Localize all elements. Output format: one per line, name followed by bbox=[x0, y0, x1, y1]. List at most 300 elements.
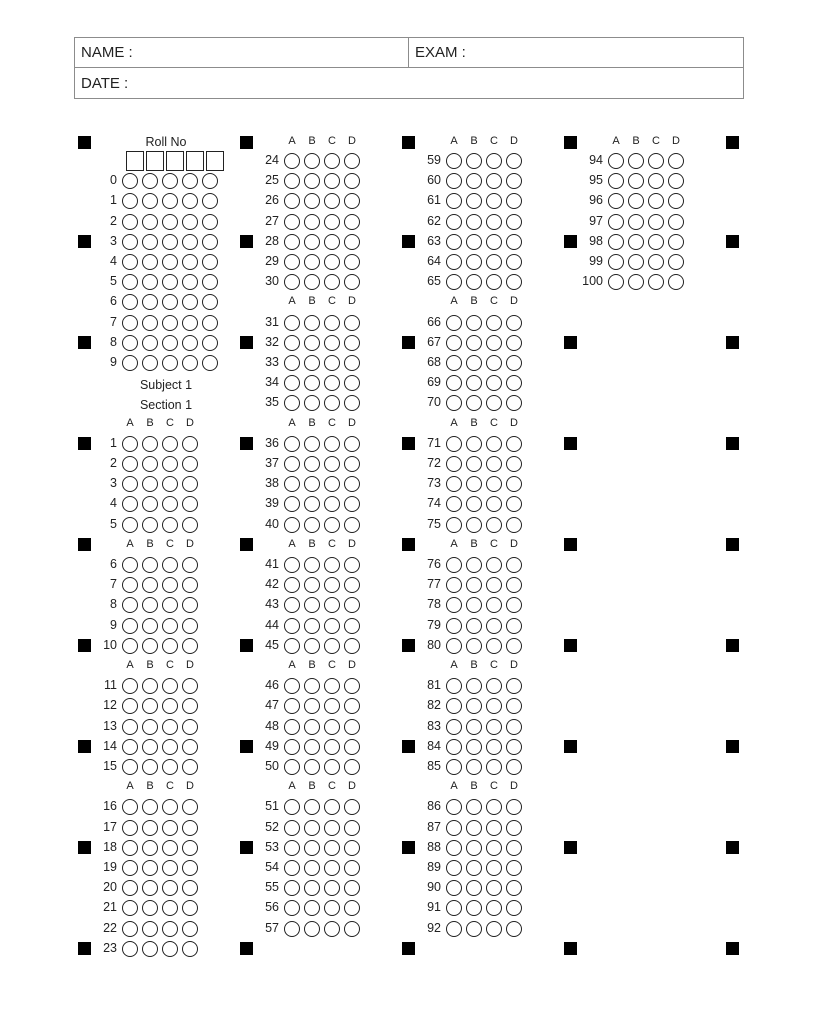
answer-bubble-a[interactable] bbox=[122, 840, 138, 856]
answer-bubble-a[interactable] bbox=[122, 860, 138, 876]
answer-bubble-b[interactable] bbox=[304, 618, 320, 634]
answer-bubble-d[interactable] bbox=[182, 577, 198, 593]
answer-bubble-b[interactable] bbox=[466, 698, 482, 714]
answer-bubble-d[interactable] bbox=[506, 436, 522, 452]
answer-bubble-c[interactable] bbox=[324, 840, 340, 856]
roll-no-bubble[interactable] bbox=[182, 214, 198, 230]
answer-bubble-b[interactable] bbox=[304, 395, 320, 411]
answer-bubble-d[interactable] bbox=[344, 921, 360, 937]
roll-no-bubble[interactable] bbox=[182, 173, 198, 189]
name-field[interactable] bbox=[74, 37, 409, 68]
answer-bubble-d[interactable] bbox=[506, 597, 522, 613]
roll-no-bubble[interactable] bbox=[142, 254, 158, 270]
answer-bubble-a[interactable] bbox=[284, 315, 300, 331]
answer-bubble-b[interactable] bbox=[304, 153, 320, 169]
answer-bubble-a[interactable] bbox=[446, 456, 462, 472]
roll-no-bubble[interactable] bbox=[122, 335, 138, 351]
answer-bubble-a[interactable] bbox=[122, 476, 138, 492]
answer-bubble-c[interactable] bbox=[162, 597, 178, 613]
answer-bubble-b[interactable] bbox=[304, 860, 320, 876]
roll-no-entry-box[interactable] bbox=[186, 151, 204, 171]
answer-bubble-d[interactable] bbox=[668, 254, 684, 270]
answer-bubble-b[interactable] bbox=[142, 820, 158, 836]
answer-bubble-d[interactable] bbox=[668, 274, 684, 290]
answer-bubble-a[interactable] bbox=[284, 799, 300, 815]
answer-bubble-d[interactable] bbox=[344, 254, 360, 270]
answer-bubble-c[interactable] bbox=[162, 496, 178, 512]
answer-bubble-c[interactable] bbox=[162, 577, 178, 593]
answer-bubble-a[interactable] bbox=[446, 678, 462, 694]
answer-bubble-c[interactable] bbox=[486, 274, 502, 290]
answer-bubble-d[interactable] bbox=[506, 496, 522, 512]
answer-bubble-c[interactable] bbox=[648, 214, 664, 230]
answer-bubble-d[interactable] bbox=[182, 557, 198, 573]
roll-no-entry-box[interactable] bbox=[206, 151, 224, 171]
answer-bubble-b[interactable] bbox=[142, 799, 158, 815]
answer-bubble-c[interactable] bbox=[324, 820, 340, 836]
answer-bubble-a[interactable] bbox=[284, 840, 300, 856]
answer-bubble-c[interactable] bbox=[648, 193, 664, 209]
answer-bubble-a[interactable] bbox=[446, 496, 462, 512]
answer-bubble-b[interactable] bbox=[466, 719, 482, 735]
answer-bubble-a[interactable] bbox=[446, 719, 462, 735]
answer-bubble-a[interactable] bbox=[446, 860, 462, 876]
answer-bubble-d[interactable] bbox=[344, 375, 360, 391]
answer-bubble-b[interactable] bbox=[466, 618, 482, 634]
answer-bubble-b[interactable] bbox=[466, 759, 482, 775]
answer-bubble-a[interactable] bbox=[284, 820, 300, 836]
answer-bubble-a[interactable] bbox=[122, 921, 138, 937]
answer-bubble-c[interactable] bbox=[324, 315, 340, 331]
answer-bubble-c[interactable] bbox=[486, 375, 502, 391]
answer-bubble-b[interactable] bbox=[142, 698, 158, 714]
answer-bubble-b[interactable] bbox=[466, 678, 482, 694]
answer-bubble-c[interactable] bbox=[486, 496, 502, 512]
answer-bubble-c[interactable] bbox=[486, 597, 502, 613]
answer-bubble-d[interactable] bbox=[506, 739, 522, 755]
roll-no-bubble[interactable] bbox=[162, 294, 178, 310]
answer-bubble-d[interactable] bbox=[182, 941, 198, 957]
answer-bubble-c[interactable] bbox=[162, 799, 178, 815]
answer-bubble-d[interactable] bbox=[344, 618, 360, 634]
answer-bubble-a[interactable] bbox=[284, 921, 300, 937]
answer-bubble-d[interactable] bbox=[506, 638, 522, 654]
answer-bubble-b[interactable] bbox=[466, 557, 482, 573]
roll-no-bubble[interactable] bbox=[202, 335, 218, 351]
roll-no-bubble[interactable] bbox=[182, 274, 198, 290]
answer-bubble-d[interactable] bbox=[506, 234, 522, 250]
answer-bubble-a[interactable] bbox=[446, 698, 462, 714]
answer-bubble-d[interactable] bbox=[182, 759, 198, 775]
answer-bubble-a[interactable] bbox=[446, 921, 462, 937]
answer-bubble-c[interactable] bbox=[162, 719, 178, 735]
answer-bubble-d[interactable] bbox=[344, 193, 360, 209]
answer-bubble-c[interactable] bbox=[324, 921, 340, 937]
answer-bubble-d[interactable] bbox=[344, 759, 360, 775]
answer-bubble-a[interactable] bbox=[284, 496, 300, 512]
answer-bubble-a[interactable] bbox=[284, 739, 300, 755]
answer-bubble-b[interactable] bbox=[304, 355, 320, 371]
answer-bubble-a[interactable] bbox=[284, 719, 300, 735]
answer-bubble-d[interactable] bbox=[668, 173, 684, 189]
answer-bubble-a[interactable] bbox=[446, 173, 462, 189]
answer-bubble-b[interactable] bbox=[142, 436, 158, 452]
answer-bubble-d[interactable] bbox=[344, 638, 360, 654]
answer-bubble-c[interactable] bbox=[324, 799, 340, 815]
answer-bubble-a[interactable] bbox=[284, 436, 300, 452]
answer-bubble-b[interactable] bbox=[466, 880, 482, 896]
answer-bubble-d[interactable] bbox=[182, 496, 198, 512]
answer-bubble-d[interactable] bbox=[182, 719, 198, 735]
answer-bubble-a[interactable] bbox=[122, 880, 138, 896]
answer-bubble-d[interactable] bbox=[344, 900, 360, 916]
answer-bubble-c[interactable] bbox=[162, 921, 178, 937]
answer-bubble-d[interactable] bbox=[506, 921, 522, 937]
answer-bubble-c[interactable] bbox=[324, 759, 340, 775]
answer-bubble-d[interactable] bbox=[506, 173, 522, 189]
answer-bubble-c[interactable] bbox=[324, 274, 340, 290]
answer-bubble-b[interactable] bbox=[304, 274, 320, 290]
answer-bubble-b[interactable] bbox=[466, 577, 482, 593]
answer-bubble-d[interactable] bbox=[182, 921, 198, 937]
answer-bubble-a[interactable] bbox=[284, 698, 300, 714]
answer-bubble-c[interactable] bbox=[486, 436, 502, 452]
answer-bubble-c[interactable] bbox=[324, 436, 340, 452]
answer-bubble-d[interactable] bbox=[668, 214, 684, 230]
roll-no-entry-box[interactable] bbox=[166, 151, 184, 171]
answer-bubble-c[interactable] bbox=[162, 941, 178, 957]
answer-bubble-a[interactable] bbox=[446, 476, 462, 492]
answer-bubble-a[interactable] bbox=[446, 618, 462, 634]
answer-bubble-c[interactable] bbox=[486, 698, 502, 714]
answer-bubble-a[interactable] bbox=[608, 173, 624, 189]
answer-bubble-c[interactable] bbox=[162, 476, 178, 492]
answer-bubble-a[interactable] bbox=[284, 678, 300, 694]
answer-bubble-b[interactable] bbox=[304, 557, 320, 573]
answer-bubble-b[interactable] bbox=[466, 517, 482, 533]
answer-bubble-a[interactable] bbox=[284, 900, 300, 916]
answer-bubble-b[interactable] bbox=[304, 678, 320, 694]
answer-bubble-a[interactable] bbox=[284, 335, 300, 351]
answer-bubble-c[interactable] bbox=[648, 153, 664, 169]
exam-field[interactable] bbox=[408, 37, 744, 68]
answer-bubble-a[interactable] bbox=[122, 799, 138, 815]
answer-bubble-c[interactable] bbox=[648, 274, 664, 290]
answer-bubble-c[interactable] bbox=[648, 173, 664, 189]
answer-bubble-b[interactable] bbox=[466, 234, 482, 250]
answer-bubble-c[interactable] bbox=[324, 638, 340, 654]
answer-bubble-a[interactable] bbox=[284, 153, 300, 169]
answer-bubble-c[interactable] bbox=[324, 880, 340, 896]
answer-bubble-b[interactable] bbox=[628, 254, 644, 270]
answer-bubble-a[interactable] bbox=[284, 375, 300, 391]
answer-bubble-b[interactable] bbox=[628, 193, 644, 209]
answer-bubble-d[interactable] bbox=[506, 820, 522, 836]
answer-bubble-d[interactable] bbox=[182, 698, 198, 714]
answer-bubble-d[interactable] bbox=[182, 618, 198, 634]
roll-no-bubble[interactable] bbox=[202, 173, 218, 189]
answer-bubble-d[interactable] bbox=[344, 456, 360, 472]
answer-bubble-b[interactable] bbox=[466, 193, 482, 209]
answer-bubble-a[interactable] bbox=[284, 193, 300, 209]
answer-bubble-d[interactable] bbox=[344, 496, 360, 512]
answer-bubble-d[interactable] bbox=[182, 678, 198, 694]
answer-bubble-b[interactable] bbox=[142, 557, 158, 573]
answer-bubble-a[interactable] bbox=[446, 739, 462, 755]
answer-bubble-d[interactable] bbox=[344, 214, 360, 230]
roll-no-bubble[interactable] bbox=[122, 254, 138, 270]
answer-bubble-a[interactable] bbox=[122, 557, 138, 573]
answer-bubble-b[interactable] bbox=[304, 921, 320, 937]
answer-bubble-c[interactable] bbox=[324, 496, 340, 512]
answer-bubble-c[interactable] bbox=[162, 880, 178, 896]
answer-bubble-d[interactable] bbox=[344, 880, 360, 896]
answer-bubble-d[interactable] bbox=[344, 860, 360, 876]
answer-bubble-d[interactable] bbox=[344, 577, 360, 593]
answer-bubble-d[interactable] bbox=[344, 698, 360, 714]
roll-no-bubble[interactable] bbox=[202, 355, 218, 371]
answer-bubble-d[interactable] bbox=[506, 880, 522, 896]
answer-bubble-d[interactable] bbox=[506, 315, 522, 331]
answer-bubble-b[interactable] bbox=[304, 254, 320, 270]
answer-bubble-b[interactable] bbox=[466, 456, 482, 472]
answer-bubble-c[interactable] bbox=[486, 759, 502, 775]
answer-bubble-d[interactable] bbox=[182, 739, 198, 755]
roll-no-bubble[interactable] bbox=[182, 254, 198, 270]
answer-bubble-a[interactable] bbox=[122, 577, 138, 593]
answer-bubble-a[interactable] bbox=[608, 274, 624, 290]
answer-bubble-d[interactable] bbox=[506, 375, 522, 391]
answer-bubble-a[interactable] bbox=[284, 355, 300, 371]
answer-bubble-d[interactable] bbox=[506, 678, 522, 694]
answer-bubble-a[interactable] bbox=[284, 274, 300, 290]
answer-bubble-d[interactable] bbox=[344, 476, 360, 492]
answer-bubble-c[interactable] bbox=[486, 173, 502, 189]
answer-bubble-b[interactable] bbox=[142, 456, 158, 472]
answer-bubble-c[interactable] bbox=[324, 375, 340, 391]
answer-bubble-c[interactable] bbox=[486, 456, 502, 472]
answer-bubble-d[interactable] bbox=[344, 335, 360, 351]
roll-no-entry-box[interactable] bbox=[146, 151, 164, 171]
answer-bubble-b[interactable] bbox=[466, 214, 482, 230]
answer-bubble-b[interactable] bbox=[304, 698, 320, 714]
answer-bubble-a[interactable] bbox=[284, 214, 300, 230]
roll-no-bubble[interactable] bbox=[182, 193, 198, 209]
answer-bubble-a[interactable] bbox=[284, 456, 300, 472]
answer-bubble-d[interactable] bbox=[668, 234, 684, 250]
answer-bubble-c[interactable] bbox=[486, 618, 502, 634]
roll-no-bubble[interactable] bbox=[122, 173, 138, 189]
answer-bubble-d[interactable] bbox=[344, 355, 360, 371]
answer-bubble-c[interactable] bbox=[324, 214, 340, 230]
answer-bubble-d[interactable] bbox=[506, 214, 522, 230]
roll-no-bubble[interactable] bbox=[122, 193, 138, 209]
roll-no-bubble[interactable] bbox=[162, 214, 178, 230]
answer-bubble-c[interactable] bbox=[486, 880, 502, 896]
answer-bubble-a[interactable] bbox=[446, 880, 462, 896]
answer-bubble-b[interactable] bbox=[142, 900, 158, 916]
answer-bubble-a[interactable] bbox=[446, 638, 462, 654]
answer-bubble-a[interactable] bbox=[284, 476, 300, 492]
answer-bubble-c[interactable] bbox=[486, 719, 502, 735]
answer-bubble-c[interactable] bbox=[162, 698, 178, 714]
answer-bubble-b[interactable] bbox=[628, 274, 644, 290]
answer-bubble-b[interactable] bbox=[142, 638, 158, 654]
answer-bubble-b[interactable] bbox=[304, 597, 320, 613]
answer-bubble-b[interactable] bbox=[304, 436, 320, 452]
answer-bubble-d[interactable] bbox=[668, 153, 684, 169]
date-field[interactable] bbox=[74, 67, 744, 99]
answer-bubble-a[interactable] bbox=[446, 234, 462, 250]
answer-bubble-d[interactable] bbox=[344, 799, 360, 815]
roll-no-bubble[interactable] bbox=[122, 214, 138, 230]
answer-bubble-d[interactable] bbox=[506, 476, 522, 492]
roll-no-bubble[interactable] bbox=[122, 315, 138, 331]
answer-bubble-d[interactable] bbox=[506, 355, 522, 371]
answer-bubble-d[interactable] bbox=[506, 193, 522, 209]
answer-bubble-c[interactable] bbox=[486, 395, 502, 411]
answer-bubble-d[interactable] bbox=[506, 860, 522, 876]
answer-bubble-b[interactable] bbox=[142, 597, 158, 613]
answer-bubble-a[interactable] bbox=[122, 719, 138, 735]
answer-bubble-a[interactable] bbox=[284, 234, 300, 250]
answer-bubble-b[interactable] bbox=[142, 921, 158, 937]
answer-bubble-a[interactable] bbox=[284, 254, 300, 270]
answer-bubble-d[interactable] bbox=[506, 153, 522, 169]
answer-bubble-a[interactable] bbox=[446, 577, 462, 593]
answer-bubble-a[interactable] bbox=[284, 577, 300, 593]
roll-no-bubble[interactable] bbox=[142, 173, 158, 189]
answer-bubble-b[interactable] bbox=[304, 517, 320, 533]
answer-bubble-b[interactable] bbox=[466, 860, 482, 876]
answer-bubble-c[interactable] bbox=[324, 577, 340, 593]
answer-bubble-b[interactable] bbox=[142, 840, 158, 856]
answer-bubble-b[interactable] bbox=[142, 678, 158, 694]
roll-no-bubble[interactable] bbox=[142, 315, 158, 331]
answer-bubble-b[interactable] bbox=[466, 315, 482, 331]
answer-bubble-c[interactable] bbox=[324, 153, 340, 169]
answer-bubble-a[interactable] bbox=[122, 678, 138, 694]
answer-bubble-b[interactable] bbox=[628, 153, 644, 169]
answer-bubble-d[interactable] bbox=[344, 719, 360, 735]
answer-bubble-b[interactable] bbox=[628, 234, 644, 250]
answer-bubble-d[interactable] bbox=[506, 274, 522, 290]
answer-bubble-c[interactable] bbox=[324, 254, 340, 270]
answer-bubble-c[interactable] bbox=[486, 739, 502, 755]
answer-bubble-a[interactable] bbox=[608, 254, 624, 270]
answer-bubble-c[interactable] bbox=[486, 820, 502, 836]
answer-bubble-c[interactable] bbox=[648, 254, 664, 270]
roll-no-bubble[interactable] bbox=[142, 193, 158, 209]
answer-bubble-c[interactable] bbox=[486, 335, 502, 351]
answer-bubble-b[interactable] bbox=[466, 173, 482, 189]
answer-bubble-b[interactable] bbox=[142, 860, 158, 876]
answer-bubble-d[interactable] bbox=[344, 820, 360, 836]
answer-bubble-b[interactable] bbox=[142, 577, 158, 593]
answer-bubble-c[interactable] bbox=[324, 719, 340, 735]
roll-no-bubble[interactable] bbox=[202, 254, 218, 270]
answer-bubble-d[interactable] bbox=[344, 315, 360, 331]
answer-bubble-c[interactable] bbox=[324, 678, 340, 694]
answer-bubble-d[interactable] bbox=[506, 517, 522, 533]
answer-bubble-b[interactable] bbox=[304, 234, 320, 250]
answer-bubble-c[interactable] bbox=[324, 234, 340, 250]
answer-bubble-b[interactable] bbox=[304, 315, 320, 331]
answer-bubble-d[interactable] bbox=[506, 254, 522, 270]
answer-bubble-b[interactable] bbox=[142, 476, 158, 492]
answer-bubble-b[interactable] bbox=[304, 759, 320, 775]
answer-bubble-c[interactable] bbox=[324, 395, 340, 411]
answer-bubble-a[interactable] bbox=[608, 234, 624, 250]
answer-bubble-b[interactable] bbox=[304, 577, 320, 593]
answer-bubble-a[interactable] bbox=[122, 436, 138, 452]
answer-bubble-c[interactable] bbox=[324, 860, 340, 876]
answer-bubble-b[interactable] bbox=[466, 900, 482, 916]
answer-bubble-d[interactable] bbox=[344, 274, 360, 290]
answer-bubble-a[interactable] bbox=[608, 153, 624, 169]
answer-bubble-d[interactable] bbox=[182, 476, 198, 492]
answer-bubble-c[interactable] bbox=[486, 476, 502, 492]
answer-bubble-d[interactable] bbox=[506, 799, 522, 815]
answer-bubble-c[interactable] bbox=[486, 517, 502, 533]
answer-bubble-c[interactable] bbox=[162, 759, 178, 775]
answer-bubble-b[interactable] bbox=[466, 597, 482, 613]
answer-bubble-c[interactable] bbox=[162, 900, 178, 916]
answer-bubble-c[interactable] bbox=[162, 517, 178, 533]
answer-bubble-b[interactable] bbox=[304, 880, 320, 896]
answer-bubble-d[interactable] bbox=[506, 698, 522, 714]
answer-bubble-a[interactable] bbox=[446, 900, 462, 916]
answer-bubble-d[interactable] bbox=[506, 395, 522, 411]
answer-bubble-b[interactable] bbox=[466, 274, 482, 290]
answer-bubble-b[interactable] bbox=[304, 335, 320, 351]
roll-no-bubble[interactable] bbox=[142, 274, 158, 290]
roll-no-bubble[interactable] bbox=[142, 355, 158, 371]
answer-bubble-a[interactable] bbox=[122, 900, 138, 916]
answer-bubble-d[interactable] bbox=[506, 759, 522, 775]
answer-bubble-a[interactable] bbox=[446, 214, 462, 230]
answer-bubble-b[interactable] bbox=[304, 214, 320, 230]
answer-bubble-b[interactable] bbox=[304, 840, 320, 856]
roll-no-bubble[interactable] bbox=[122, 294, 138, 310]
answer-bubble-b[interactable] bbox=[304, 193, 320, 209]
roll-no-bubble[interactable] bbox=[182, 294, 198, 310]
answer-bubble-c[interactable] bbox=[486, 840, 502, 856]
answer-bubble-d[interactable] bbox=[182, 456, 198, 472]
answer-bubble-c[interactable] bbox=[324, 517, 340, 533]
answer-bubble-d[interactable] bbox=[182, 799, 198, 815]
answer-bubble-c[interactable] bbox=[162, 739, 178, 755]
answer-bubble-c[interactable] bbox=[486, 678, 502, 694]
answer-bubble-d[interactable] bbox=[344, 597, 360, 613]
answer-bubble-b[interactable] bbox=[466, 355, 482, 371]
answer-bubble-d[interactable] bbox=[506, 900, 522, 916]
answer-bubble-c[interactable] bbox=[486, 577, 502, 593]
answer-bubble-a[interactable] bbox=[122, 517, 138, 533]
answer-bubble-d[interactable] bbox=[506, 456, 522, 472]
answer-bubble-a[interactable] bbox=[122, 698, 138, 714]
roll-no-entry-box[interactable] bbox=[126, 151, 144, 171]
answer-bubble-b[interactable] bbox=[304, 820, 320, 836]
roll-no-bubble[interactable] bbox=[162, 234, 178, 250]
answer-bubble-b[interactable] bbox=[304, 456, 320, 472]
roll-no-bubble[interactable] bbox=[162, 193, 178, 209]
answer-bubble-c[interactable] bbox=[162, 678, 178, 694]
answer-bubble-d[interactable] bbox=[506, 618, 522, 634]
answer-bubble-d[interactable] bbox=[182, 517, 198, 533]
answer-bubble-c[interactable] bbox=[162, 618, 178, 634]
roll-no-bubble[interactable] bbox=[202, 315, 218, 331]
